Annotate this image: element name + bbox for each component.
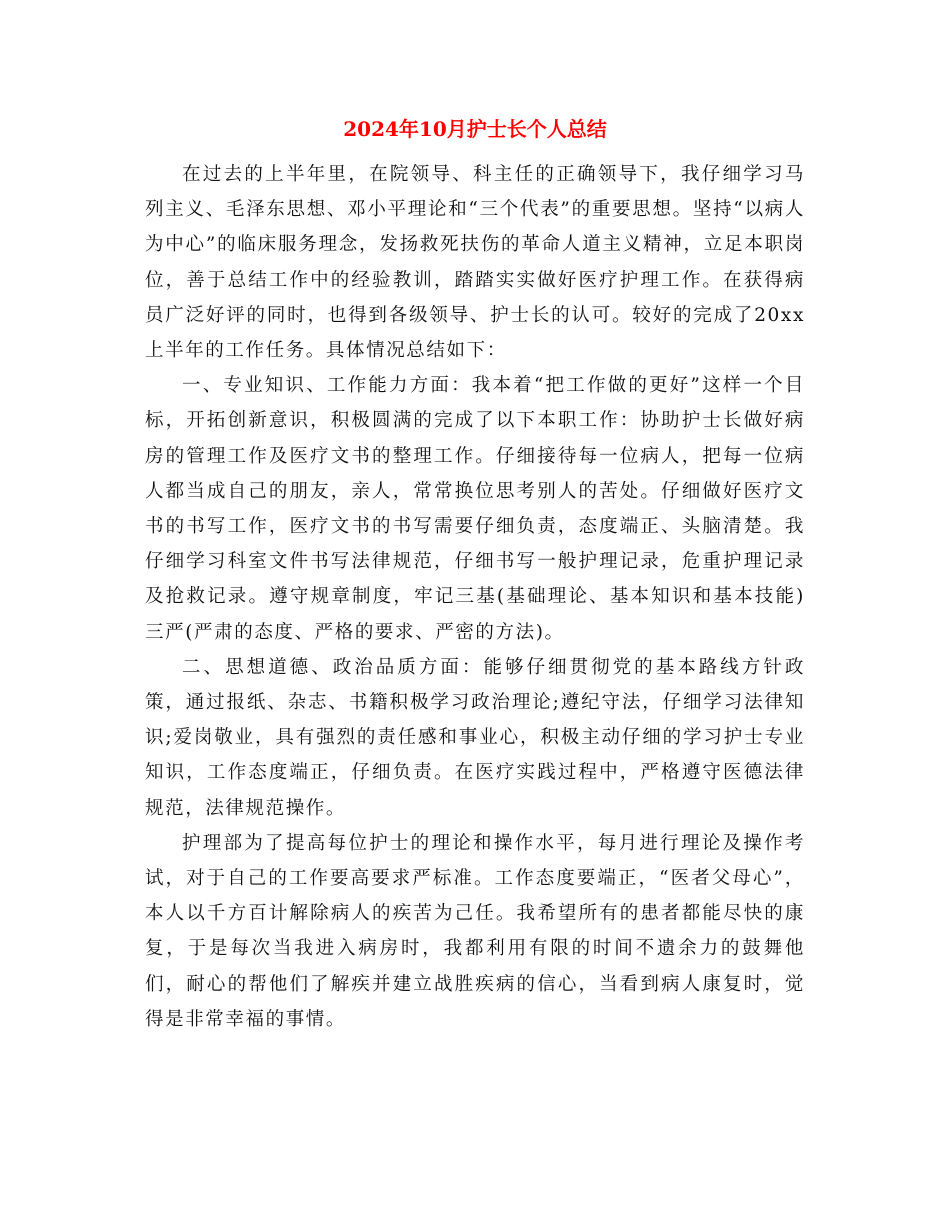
document-title: 2024年10月护士长个人总结 xyxy=(343,117,607,141)
document-body xyxy=(145,157,805,1037)
paragraph-nursing-training: 护理部为了提高每位护士的理论和操作水平，每月进行理论及操作考试，对于自己的工作要高要求严标准。工作态度要端正，“医者父母心”，本人以千方百计解除病人的疾苦为己任。我希望所有的患者都能尽快的康复，于是每次当我进入病房时，我都利用有限的时间不遗余力的鼓舞他们，耐心的帮他们了解疾并建立战胜疾病的信心，当看到病人康复时，觉得是非常幸福的事情。 xyxy=(145,832,805,1030)
paragraph-ideology-ethics: 二、思想道德、政治品质方面：能够仔细贯彻党的基本路线方针政策，通过报纸、杂志、书籍积极学习政治理论;遵纪守法，仔细学习法律知识;爱岗敬业，具有强烈的责任感和事业心，积极主动仔细的学习护士专业知识，工作态度端正，仔细负责。在医疗实践过程中，严格遵守医德法律规范，法律规范操作。 xyxy=(145,656,805,819)
paragraph-intro: 在过去的上半年里，在院领导、科主任的正确领导下，我仔细学习马列主义、毛泽东思想、邓小平理论和“三个代表”的重要思想。坚持“以病人为中心”的临床服务理念，发扬救死扶伤的革命人道主义精神，立足本职岗位，善于总结工作中的经验教训，踏踏实实做好医疗护理工作。在获得病员广泛好评的同时，也得到各级领导、护士长的认可。较好的完成了20xx上半年的工作任务。具体情况总结如下： xyxy=(145,164,805,362)
paragraph-professional-skills: 一、专业知识、工作能力方面：我本着“把工作做的更好”这样一个目标，开拓创新意识，积极圆满的完成了以下本职工作：协助护士长做好病房的管理工作及医疗文书的整理工作。仔细接待每一位病人，把每一位病人都当成自己的朋友，亲人，常常换位思考别人的苦处。仔细做好医疗文书的书写工作，医疗文书的书写需要仔细负责，态度端正、头脑清楚。我仔细学习科室文件书写法律规范，仔细书写一般护理记录，危重护理记录及抢救记录。遵守规章制度，牢记三基(基础理论、基本知识和基本技能)三严(严肃的态度、严格的要求、严密的方法)。 xyxy=(145,375,805,643)
